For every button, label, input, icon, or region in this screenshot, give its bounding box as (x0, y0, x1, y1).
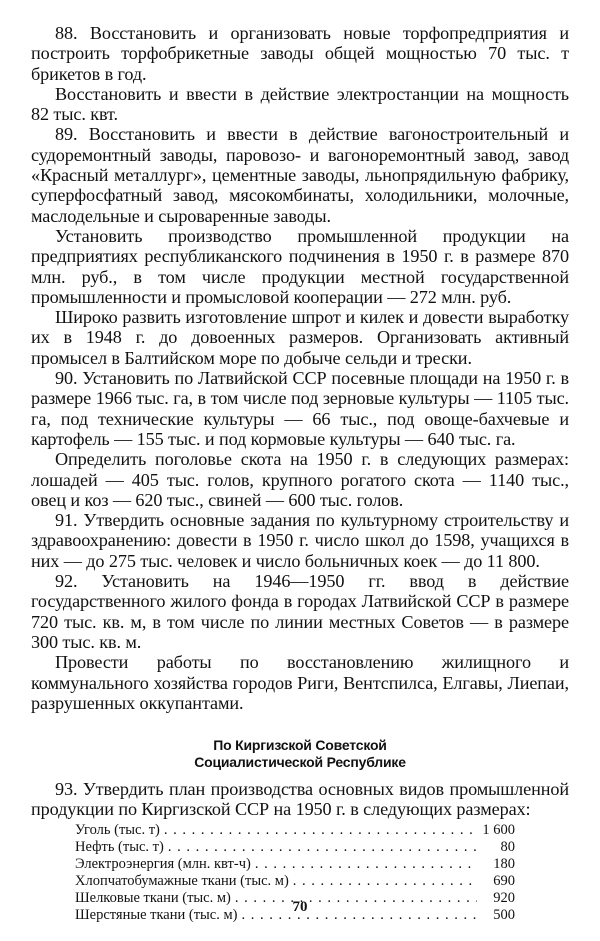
paragraph-93: 93. Утвердить план производства основных видов промышленной продукции по Киргизской ССР на 1950 г. в следующих размерах: (31, 779, 569, 820)
table-row (75, 839, 515, 856)
row-label: Электроэнергия (млн. квт-ч) (75, 855, 251, 872)
paragraph-90-livestock: Определить поголовье скота на 1950 г. в следующих размерах: лошадей — 405 тыс. голов, крупного рогатого скота — 1140 тыс., овец и коз — 620 тыс., свиней — 600 тыс. голов. (31, 449, 569, 510)
section-heading-line-2: Социалистической Республике (194, 754, 406, 771)
paragraph-92-restoration: Провести работы по восстановлению жилищного и коммунального хозяйства городов Риги, Вентспилса, Елгавы, Лиепаи, разрушенных оккупантами. (31, 652, 569, 713)
paragraph-89-industry: Установить производство промышленной продукции на предприятиях республиканского подчинения в 1950 г. в размере 870 млн. руб., в том числе продукции местной государственной промышленности и промысловой кооперации — 272 млн. руб. (31, 225, 569, 307)
section-heading-line-1: По Киргизской Советской (213, 737, 387, 754)
paragraph-89: 89. Восстановить и ввести в действие вагоностроительный и судоремонтный заводы, паровозо- и вагоноремонтный завод, завод «Красный металлург», цементные заводы, льнопрядильную фабрику, суперфосфатный завод, мясокомбинаты, холодильники, молочные, маслодельные и сыроваренные заводы. (31, 124, 569, 226)
page-number: 70 (292, 899, 308, 915)
paragraph-91: 91. Утвердить основные задания по культурному строительству и здравоохранению: довести в 1950 г. число школ до 1598, учащихся в них — до 275 тыс. человек и число больничных коек — до 11 800. (31, 510, 569, 571)
paragraph-90: 90. Установить по Латвийской ССР посевные площади на 1950 г. в размере 1966 тыс. га, в том числе под зерновые культуры — 1105 тыс. га, под технические культуры — 66 тыс., под овоще-бахчевые и картофель — 155 тыс. и под кормовые культуры — 640 тыс. га. (31, 368, 569, 449)
row-value: 80 (500, 838, 515, 855)
row-value: 500 (493, 906, 515, 923)
row-value: 1 600 (482, 821, 515, 838)
section-heading (31, 737, 569, 771)
row-label: Шерстяные ткани (тыс. м) (75, 906, 238, 923)
leader-dots (289, 873, 477, 890)
paragraph-88-power: Восстановить и ввести в действие электростанции на мощность 82 тыс. квт. (31, 83, 569, 125)
document-page (31, 23, 569, 924)
row-value: 690 (493, 872, 515, 889)
paragraph-88: 88. Восстановить и организовать новые торфопредприятия и построить торфобрикетные заводы общей мощностью 70 тыс. т брикетов в год. (31, 23, 569, 84)
row-label: Уголь (тыс. т) (75, 821, 160, 838)
leader-dots (164, 839, 477, 856)
row-label: Нефть (тыс. т) (75, 838, 164, 855)
table-row (75, 856, 515, 873)
paragraph-89-fishing: Широко развить изготовление шпрот и килек и довести выработку их в 1948 г. до довоенных размеров. Организовать активный промысел в Балтийском море по добыче сельди и трески. (31, 307, 569, 368)
leader-dots (160, 822, 477, 839)
table-row (75, 873, 515, 890)
leader-dots (251, 856, 477, 873)
table-row (75, 822, 515, 839)
row-value: 920 (493, 889, 515, 906)
paragraph-92: 92. Установить на 1946—1950 гг. ввод в действие государственного жилого фонда в городах Латвийской ССР в размере 720 тыс. кв. м, в том числе по линии местных Советов — в размере 300 тыс. кв. м. (31, 571, 569, 652)
row-label: Хлопчатобумажные ткани (тыс. м) (75, 872, 289, 889)
row-label: Шелковые ткани (тыс. м) (75, 889, 231, 906)
row-value: 180 (493, 855, 515, 872)
